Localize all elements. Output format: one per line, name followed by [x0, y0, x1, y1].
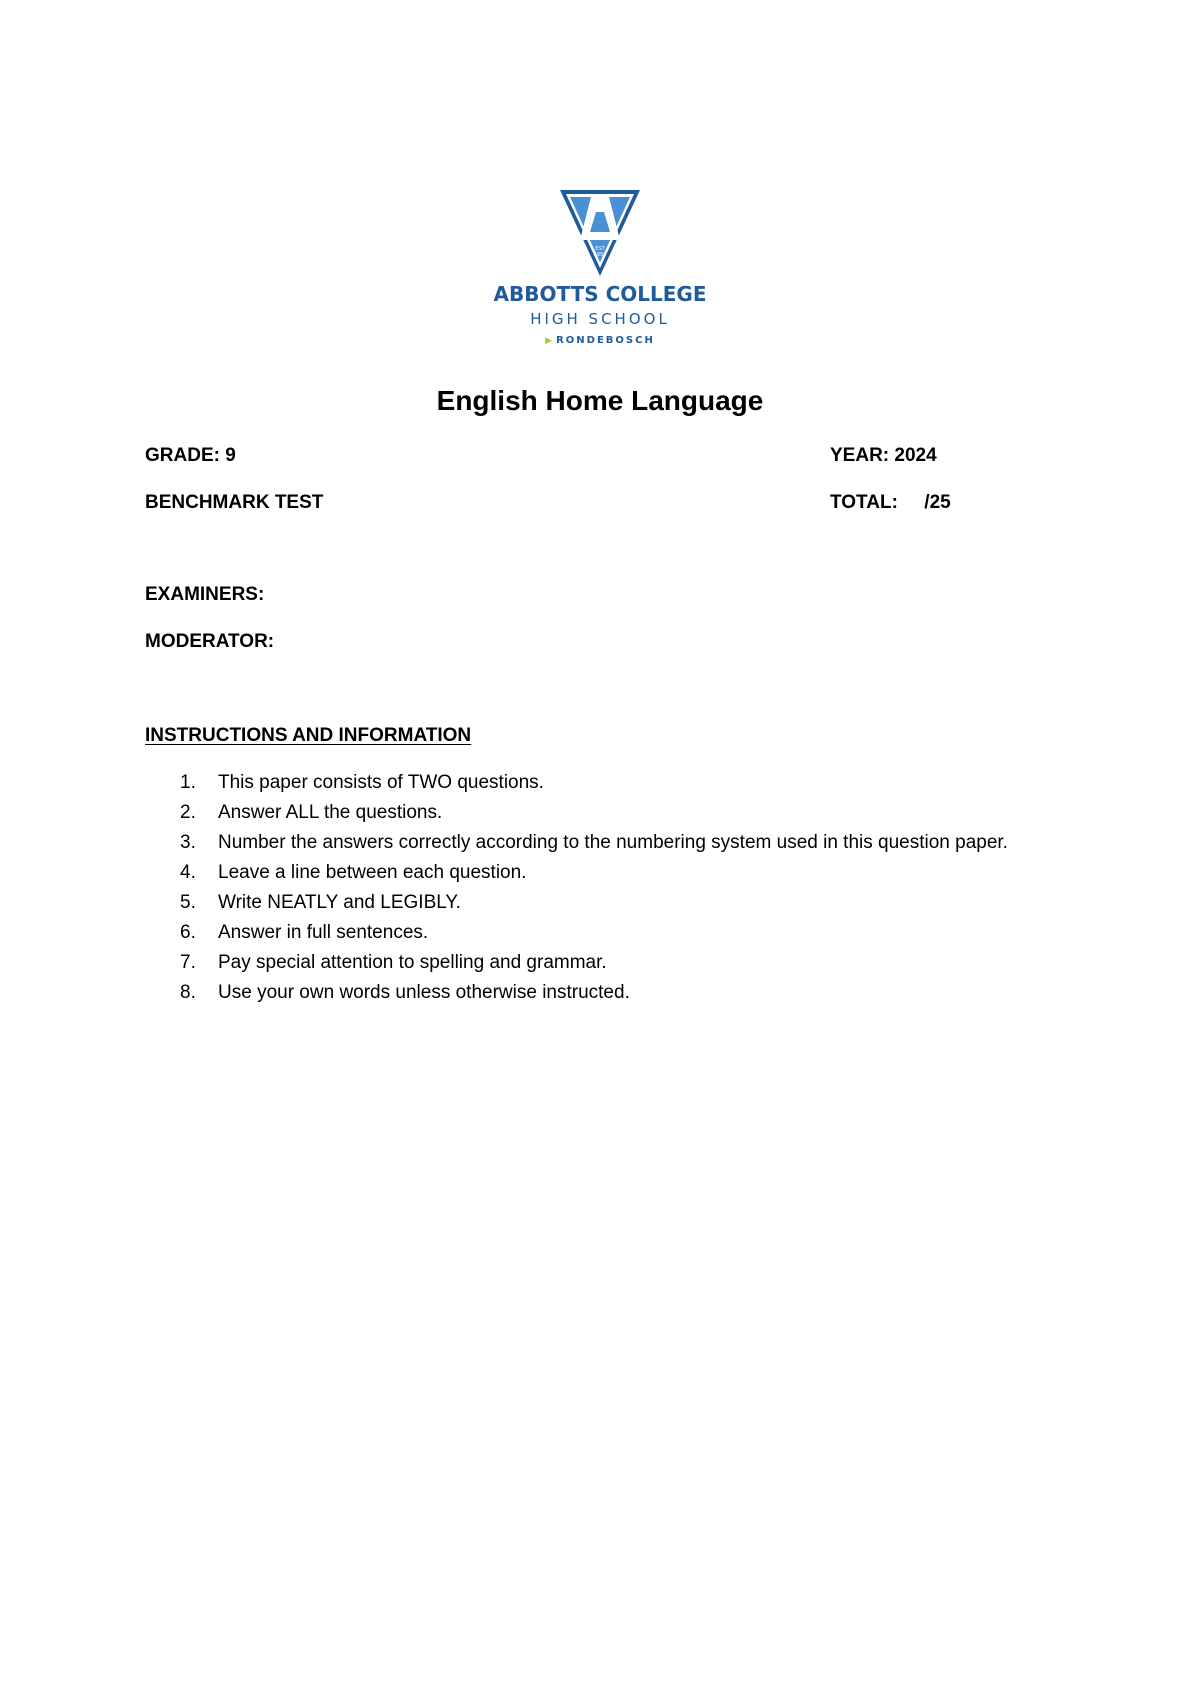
instruction-item	[180, 768, 1080, 798]
item-text: Answer in full sentences.	[218, 922, 429, 943]
item-number: 4.	[180, 862, 196, 883]
school-subtitle: HIGH SCHOOL	[530, 310, 670, 328]
instructions-heading: INSTRUCTIONS AND INFORMATION	[145, 725, 472, 746]
instruction-item	[180, 948, 1080, 978]
arrow-icon: ▶	[545, 336, 553, 346]
location-label: RONDEBOSCH	[556, 335, 655, 346]
examiners-label: EXAMINERS:	[145, 584, 265, 605]
item-text: Leave a line between each question.	[218, 862, 527, 883]
item-text: Answer ALL the questions.	[218, 802, 443, 823]
instructions-list	[180, 768, 1080, 1008]
item-number: 8.	[180, 982, 196, 1003]
item-number: 5.	[180, 892, 196, 913]
item-text: Pay special attention to spelling and grammar.	[218, 952, 607, 973]
grade-label: GRADE: 9	[145, 445, 236, 466]
item-text: Write NEATLY and LEGIBLY.	[218, 892, 461, 913]
instruction-item	[180, 798, 1080, 828]
item-text: This paper consists of TWO questions.	[218, 772, 544, 793]
total-label: TOTAL: /25	[830, 492, 951, 513]
item-text: Use your own words unless otherwise instructed.	[218, 982, 630, 1003]
svg-text:1957: 1957	[593, 252, 607, 258]
instruction-item	[180, 918, 1080, 948]
year-label: YEAR: 2024	[830, 445, 937, 466]
item-number: 6.	[180, 922, 196, 943]
instruction-item	[180, 858, 1080, 888]
item-number: 1.	[180, 772, 196, 793]
test-type-label: BENCHMARK TEST	[145, 492, 324, 513]
item-number: 7.	[180, 952, 196, 973]
item-text: Number the answers correctly according to the numbering system used in this question paper.	[218, 832, 1008, 853]
shield-crest-icon	[558, 188, 642, 278]
moderator-label: MODERATOR:	[145, 631, 275, 652]
item-number: 2.	[180, 802, 196, 823]
school-location	[490, 332, 710, 350]
item-number: 3.	[180, 832, 196, 853]
svg-text:EST: EST	[595, 246, 605, 252]
instruction-item	[180, 888, 1080, 918]
school-name: ABBOTTS COLLEGE	[493, 282, 707, 306]
instruction-item	[180, 828, 1080, 858]
school-logo	[490, 188, 710, 350]
instruction-item	[180, 978, 1080, 1008]
document-title: English Home Language	[436, 385, 764, 416]
